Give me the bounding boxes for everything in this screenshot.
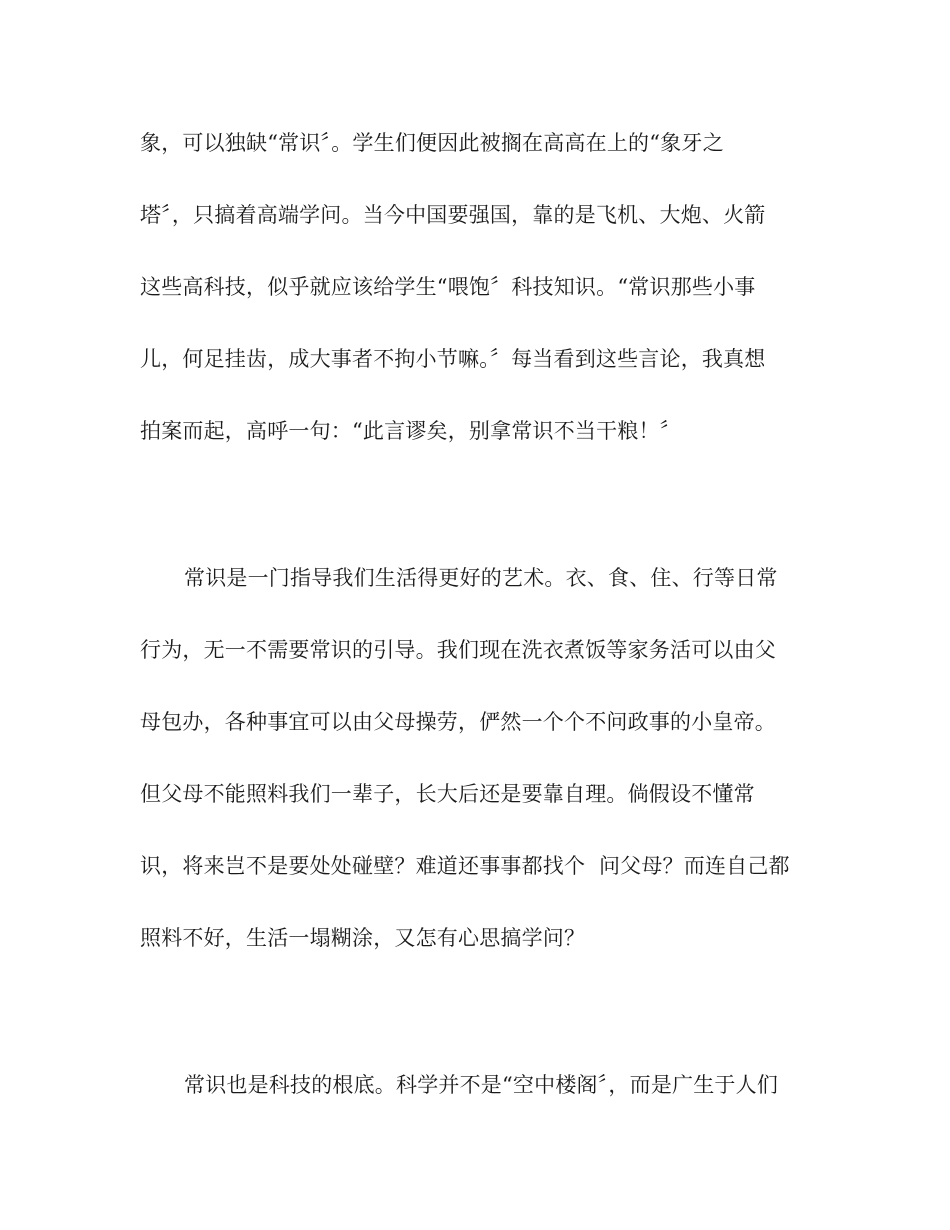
paragraph-2-line-4: 但父母不能照料我们一辈子，长大后还是要靠自理。倘假设不懂常 xyxy=(140,782,755,806)
paragraph-2-line-3: 母包办，各种事宜可以由父母操劳，俨然一个个不问政事的小皇帝。 xyxy=(140,710,776,734)
paragraph-3-line-1: 常识也是科技的根底。科学并不是“空中楼阁〞，而是广生于人们 xyxy=(184,1073,779,1097)
paragraph-1-line-4: 儿，何足挂齿，成大事者不拘小节嘛。〞每当看到这些言论，我真想 xyxy=(140,347,766,371)
paragraph-1-line-5: 拍案而起，高呼一句：“此言谬矣，别拿常识不当干粮！〞 xyxy=(140,419,681,443)
paragraph-2-line-6: 照料不好，生活一塌糊涂，又怎有心思搞学问？ xyxy=(140,926,586,950)
paragraph-1-line-2: 塔〞，只搞着高端学问。当今中国要强国，靠的是飞机、大炮、火箭 xyxy=(140,203,766,227)
paragraph-1-line-3: 这些高科技，似乎就应该给学生“喂饱〞科技知识。“常识那些小事 xyxy=(140,275,756,299)
paragraph-2-line-5: 识，将来岂不是要处处碰壁？难道还事事都找个 问父母？而连自己都 xyxy=(140,854,790,878)
paragraph-2-line-2: 行为，无一不需要常识的引导。我们现在洗衣煮饭等家务活可以由父 xyxy=(140,638,776,662)
paragraph-1-line-1: 象，可以独缺“常识〞。学生们便因此被搁在高高在上的“象牙之 xyxy=(140,131,724,155)
paragraph-2-line-1: 常识是一门指导我们生活得更好的艺术。衣、食、住、行等日常 xyxy=(184,566,778,590)
